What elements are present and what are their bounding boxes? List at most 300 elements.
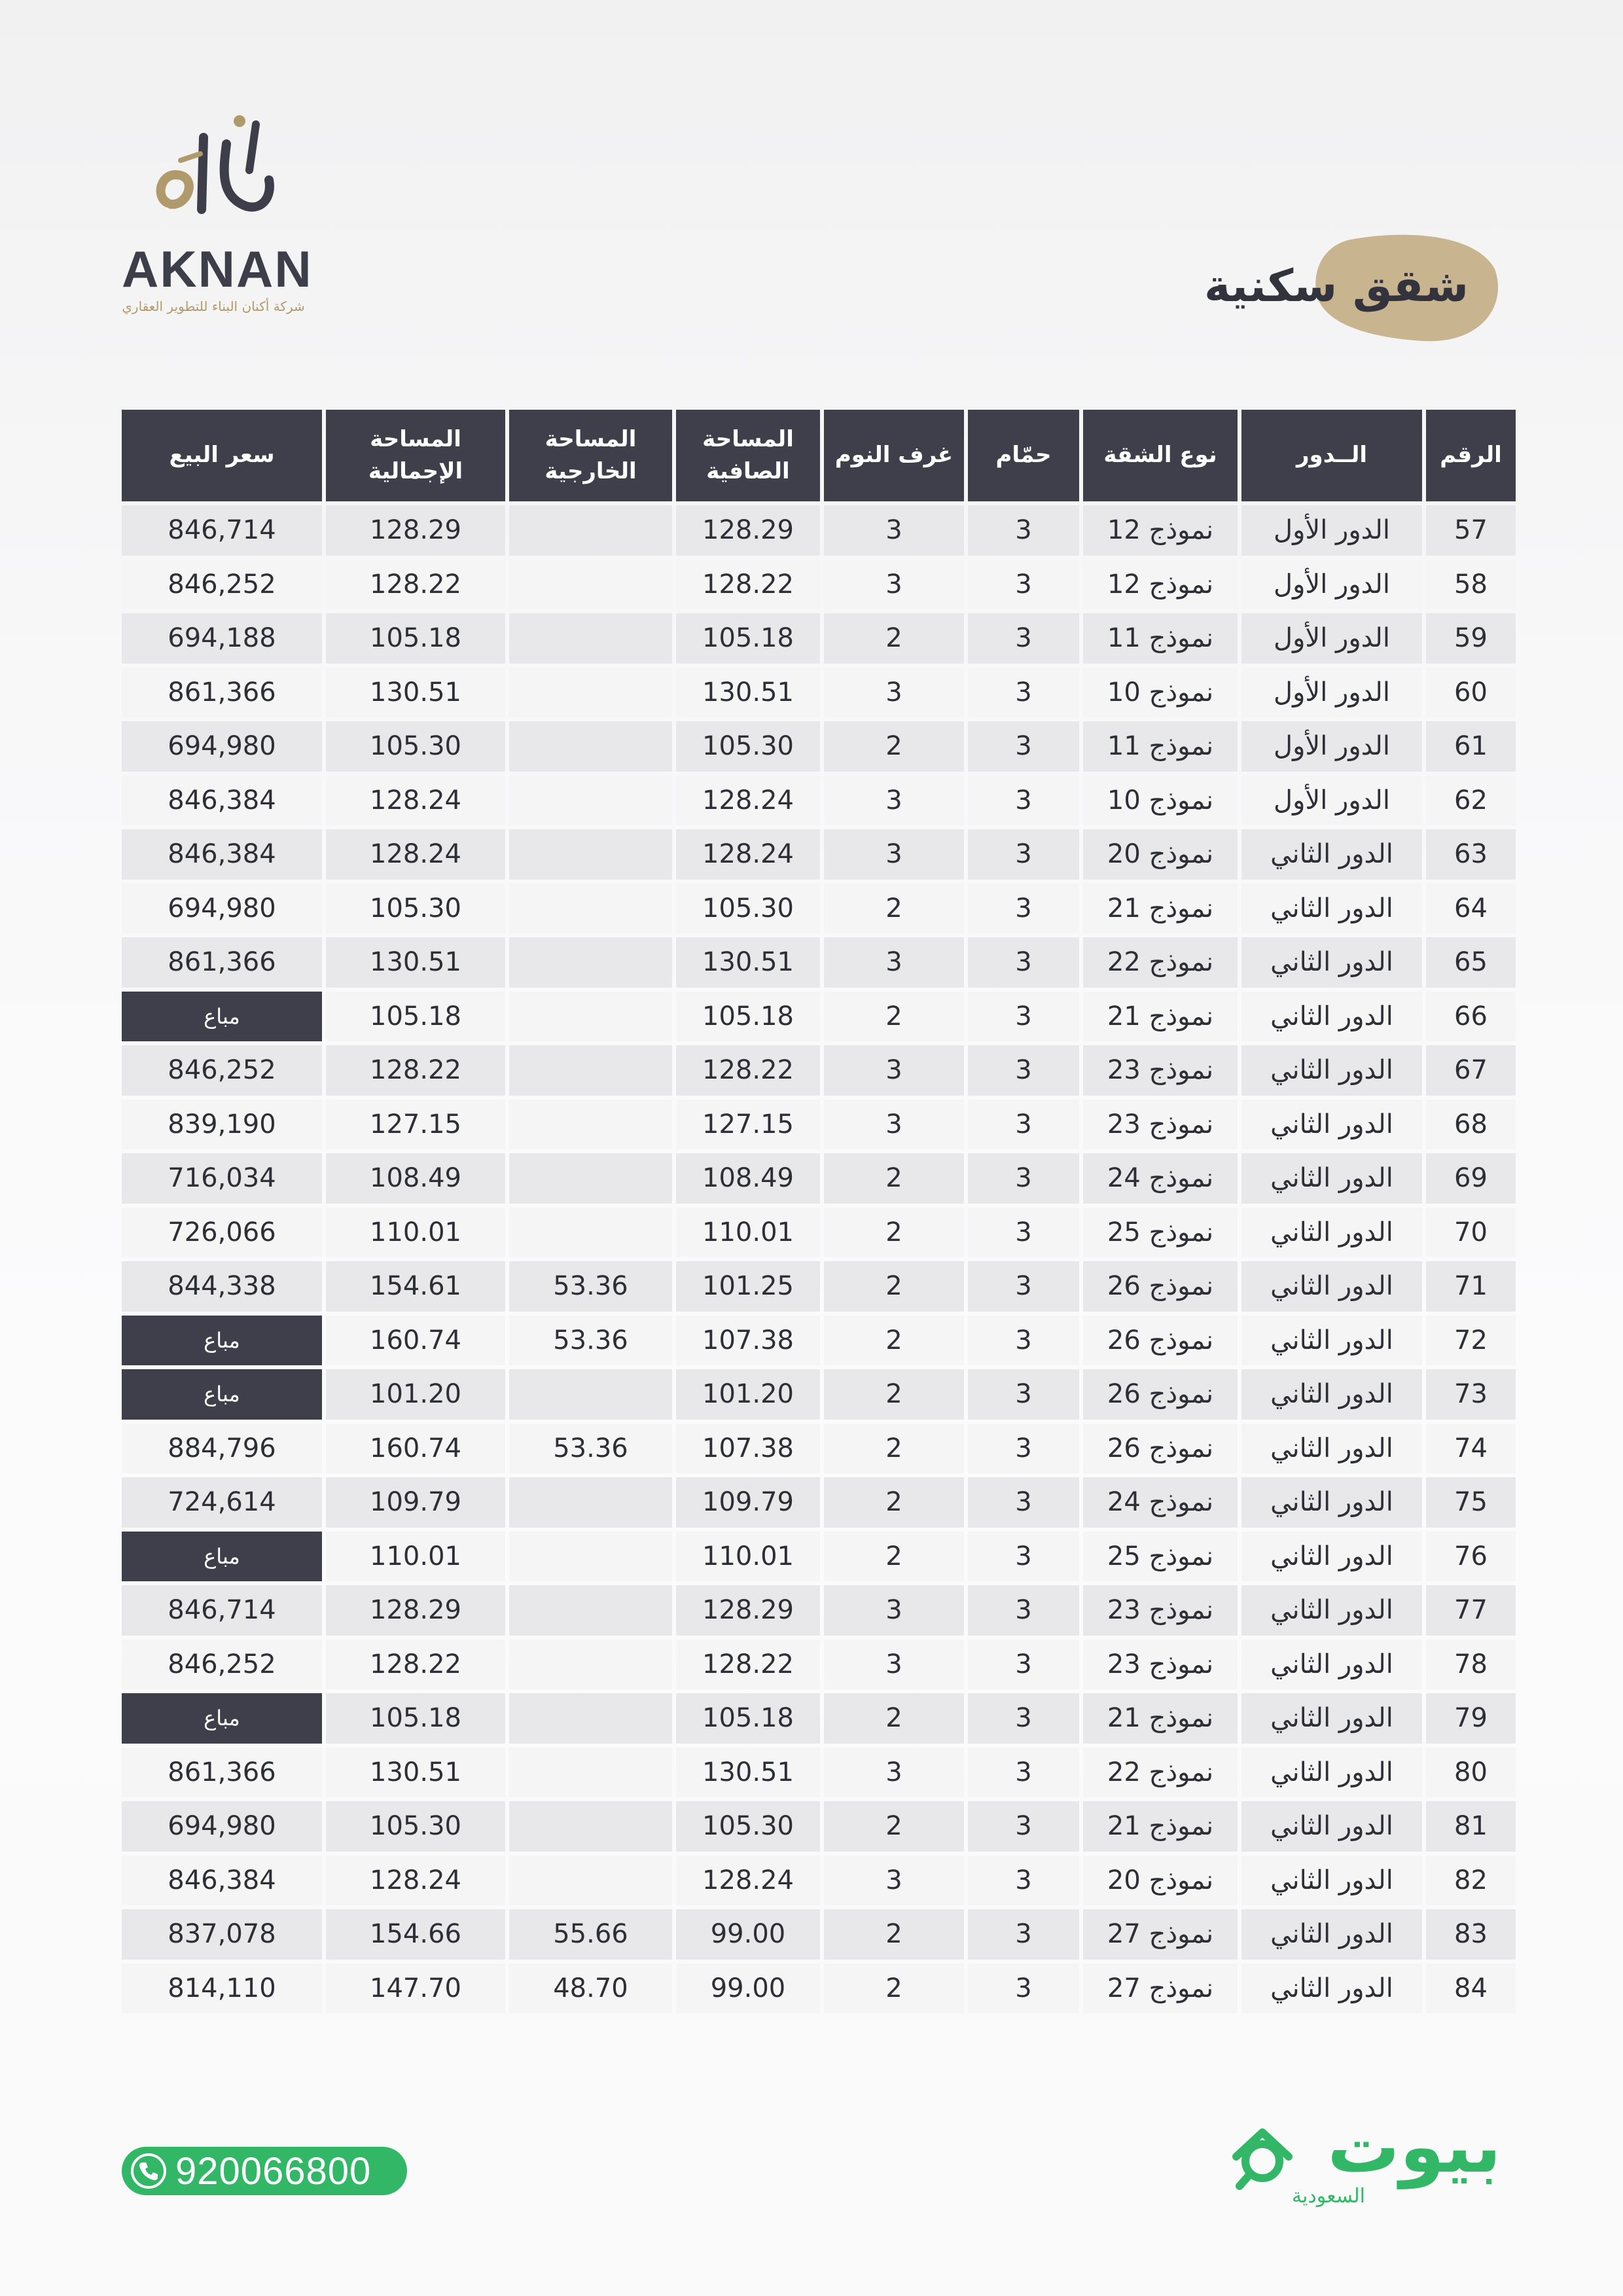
cell-floor: الدور الثاني bbox=[1241, 1045, 1422, 1096]
table-row bbox=[122, 1045, 1516, 1096]
header-net-area: المساحة الصافية bbox=[676, 410, 820, 501]
cell-bedrooms: 3 bbox=[824, 1748, 964, 1798]
cell-floor: الدور الثاني bbox=[1241, 992, 1422, 1042]
cell-bedrooms: 3 bbox=[824, 1045, 964, 1096]
cell-net-area: 109.79 bbox=[676, 1477, 820, 1528]
cell-bedrooms: 3 bbox=[824, 668, 964, 718]
cell-floor: الدور الثاني bbox=[1241, 1261, 1422, 1312]
cell-outdoor-area bbox=[509, 1153, 672, 1204]
cell-net-area: 127.15 bbox=[676, 1100, 820, 1150]
table-row bbox=[122, 613, 1516, 664]
table-header-row bbox=[122, 410, 1516, 501]
cell-unit-type: نموذج 21 bbox=[1083, 1801, 1238, 1852]
cell-sale-price: 846,252 bbox=[122, 1045, 322, 1096]
cell-number: 83 bbox=[1426, 1909, 1516, 1960]
cell-outdoor-area bbox=[509, 613, 672, 664]
cell-bathrooms: 3 bbox=[968, 505, 1079, 556]
cell-bathrooms: 3 bbox=[968, 1856, 1079, 1906]
cell-unit-type: نموذج 22 bbox=[1083, 1748, 1238, 1798]
cell-bathrooms: 3 bbox=[968, 1801, 1079, 1852]
cell-net-area: 130.51 bbox=[676, 937, 820, 988]
cell-total-area: 108.49 bbox=[326, 1153, 505, 1204]
cell-bathrooms: 3 bbox=[968, 829, 1079, 880]
cell-total-area: 130.51 bbox=[326, 668, 505, 718]
cell-unit-type: نموذج 10 bbox=[1083, 776, 1238, 826]
cell-bathrooms: 3 bbox=[968, 613, 1079, 664]
buyut-brand-logo bbox=[1226, 2105, 1501, 2212]
cell-bathrooms: 3 bbox=[968, 884, 1079, 934]
sold-badge: مباع bbox=[122, 1369, 322, 1420]
cell-number: 65 bbox=[1426, 937, 1516, 988]
cell-number: 60 bbox=[1426, 668, 1516, 718]
cell-total-area: 160.74 bbox=[326, 1424, 505, 1474]
cell-number: 71 bbox=[1426, 1261, 1516, 1312]
cell-bedrooms: 2 bbox=[824, 1208, 964, 1258]
cell-bedrooms: 2 bbox=[824, 884, 964, 934]
header-bathrooms: حمّام bbox=[968, 410, 1079, 501]
cell-bedrooms: 3 bbox=[824, 776, 964, 826]
cell-bathrooms: 3 bbox=[968, 1369, 1079, 1420]
cell-number: 66 bbox=[1426, 992, 1516, 1042]
cell-number: 82 bbox=[1426, 1856, 1516, 1906]
cell-outdoor-area bbox=[509, 1585, 672, 1636]
cell-sale-price: 846,714 bbox=[122, 505, 322, 556]
cell-number: 75 bbox=[1426, 1477, 1516, 1528]
table-row bbox=[122, 884, 1516, 934]
cell-sale-price: 694,980 bbox=[122, 721, 322, 772]
table-row bbox=[122, 1369, 1516, 1420]
cell-unit-type: نموذج 27 bbox=[1083, 1964, 1238, 2014]
cell-outdoor-area bbox=[509, 1045, 672, 1096]
cell-number: 72 bbox=[1426, 1316, 1516, 1366]
cell-total-area: 128.22 bbox=[326, 1045, 505, 1096]
table-row bbox=[122, 992, 1516, 1042]
cell-unit-type: نموذج 22 bbox=[1083, 937, 1238, 988]
table-row bbox=[122, 1477, 1516, 1528]
cell-unit-type: نموذج 24 bbox=[1083, 1153, 1238, 1204]
cell-outdoor-area bbox=[509, 1532, 672, 1582]
cell-bedrooms: 2 bbox=[824, 1693, 964, 1744]
table-row bbox=[122, 829, 1516, 880]
cell-total-area: 101.20 bbox=[326, 1369, 505, 1420]
cell-number: 73 bbox=[1426, 1369, 1516, 1420]
cell-sale-price: 846,384 bbox=[122, 1856, 322, 1906]
company-logo bbox=[122, 98, 318, 321]
cell-bedrooms: 2 bbox=[824, 1532, 964, 1582]
cell-bathrooms: 3 bbox=[968, 1477, 1079, 1528]
cell-floor: الدور الثاني bbox=[1241, 829, 1422, 880]
cell-outdoor-area bbox=[509, 1640, 672, 1690]
cell-outdoor-area bbox=[509, 668, 672, 718]
cell-floor: الدور الثاني bbox=[1241, 1856, 1422, 1906]
cell-unit-type: نموذج 11 bbox=[1083, 613, 1238, 664]
cell-bedrooms: 3 bbox=[824, 505, 964, 556]
cell-number: 62 bbox=[1426, 776, 1516, 826]
cell-net-area: 99.00 bbox=[676, 1964, 820, 2014]
cell-number: 58 bbox=[1426, 560, 1516, 610]
table-row bbox=[122, 1585, 1516, 1636]
cell-outdoor-area: 53.36 bbox=[509, 1424, 672, 1474]
cell-floor: الدور الأول bbox=[1241, 721, 1422, 772]
cell-outdoor-area bbox=[509, 1100, 672, 1150]
brand-name: بيوت bbox=[1327, 2105, 1501, 2189]
cell-unit-type: نموذج 23 bbox=[1083, 1640, 1238, 1690]
cell-bedrooms: 3 bbox=[824, 1100, 964, 1150]
cell-net-area: 128.24 bbox=[676, 1856, 820, 1906]
cell-unit-type: نموذج 11 bbox=[1083, 721, 1238, 772]
cell-floor: الدور الثاني bbox=[1241, 1748, 1422, 1798]
cell-unit-type: نموذج 26 bbox=[1083, 1424, 1238, 1474]
units-table bbox=[118, 406, 1520, 2017]
cell-floor: الدور الثاني bbox=[1241, 1640, 1422, 1690]
cell-total-area: 128.29 bbox=[326, 505, 505, 556]
cell-net-area: 130.51 bbox=[676, 668, 820, 718]
table-row bbox=[122, 1532, 1516, 1582]
cell-number: 64 bbox=[1426, 884, 1516, 934]
cell-net-area: 128.24 bbox=[676, 829, 820, 880]
cell-total-area: 110.01 bbox=[326, 1208, 505, 1258]
table-row bbox=[122, 505, 1516, 556]
cell-total-area: 105.18 bbox=[326, 992, 505, 1042]
cell-bathrooms: 3 bbox=[968, 1261, 1079, 1312]
cell-unit-type: نموذج 23 bbox=[1083, 1045, 1238, 1096]
cell-outdoor-area bbox=[509, 560, 672, 610]
cell-bedrooms: 3 bbox=[824, 1856, 964, 1906]
cell-floor: الدور الثاني bbox=[1241, 1477, 1422, 1528]
table-row bbox=[122, 1856, 1516, 1906]
cell-unit-type: نموذج 26 bbox=[1083, 1316, 1238, 1366]
cell-bedrooms: 3 bbox=[824, 1640, 964, 1690]
cell-net-area: 128.22 bbox=[676, 1640, 820, 1690]
cell-sale-price: 861,366 bbox=[122, 668, 322, 718]
table-row bbox=[122, 560, 1516, 610]
logo-latin-text: AKNAN bbox=[122, 240, 313, 298]
cell-unit-type: نموذج 26 bbox=[1083, 1261, 1238, 1312]
cell-bedrooms: 2 bbox=[824, 1964, 964, 2014]
table-row bbox=[122, 937, 1516, 988]
cell-net-area: 128.22 bbox=[676, 1045, 820, 1096]
cell-bedrooms: 3 bbox=[824, 829, 964, 880]
cell-floor: الدور الثاني bbox=[1241, 1532, 1422, 1582]
cell-bedrooms: 2 bbox=[824, 1909, 964, 1960]
cell-sale-price: 724,614 bbox=[122, 1477, 322, 1528]
cell-bedrooms: 2 bbox=[824, 992, 964, 1042]
header-number: الرقم bbox=[1426, 410, 1516, 501]
cell-floor: الدور الثاني bbox=[1241, 1801, 1422, 1852]
cell-net-area: 128.24 bbox=[676, 776, 820, 826]
cell-sale-price: 839,190 bbox=[122, 1100, 322, 1150]
cell-net-area: 107.38 bbox=[676, 1316, 820, 1366]
cell-sale-price: 846,252 bbox=[122, 1640, 322, 1690]
cell-floor: الدور الأول bbox=[1241, 776, 1422, 826]
cell-unit-type: نموذج 23 bbox=[1083, 1100, 1238, 1150]
cell-net-area: 110.01 bbox=[676, 1532, 820, 1582]
cell-sale-price: 694,188 bbox=[122, 613, 322, 664]
cell-net-area: 105.18 bbox=[676, 613, 820, 664]
table-row bbox=[122, 1261, 1516, 1312]
cell-bathrooms: 3 bbox=[968, 1208, 1079, 1258]
cell-bedrooms: 3 bbox=[824, 1585, 964, 1636]
cell-net-area: 105.30 bbox=[676, 721, 820, 772]
cell-unit-type: نموذج 12 bbox=[1083, 505, 1238, 556]
cell-bathrooms: 3 bbox=[968, 1532, 1079, 1582]
cell-number: 78 bbox=[1426, 1640, 1516, 1690]
cell-floor: الدور الثاني bbox=[1241, 1316, 1422, 1366]
cell-net-area: 101.20 bbox=[676, 1369, 820, 1420]
cell-floor: الدور الثاني bbox=[1241, 1153, 1422, 1204]
table-row bbox=[122, 1208, 1516, 1258]
cell-sale-price: 846,252 bbox=[122, 560, 322, 610]
cell-total-area: 105.30 bbox=[326, 1801, 505, 1852]
logo-subtitle: شركة أكنان البناء للتطوير العقاري bbox=[122, 298, 305, 314]
table-row bbox=[122, 1801, 1516, 1852]
table-row bbox=[122, 1424, 1516, 1474]
house-icon bbox=[1226, 2121, 1298, 2193]
cell-total-area: 160.74 bbox=[326, 1316, 505, 1366]
cell-sale-price: 846,384 bbox=[122, 776, 322, 826]
table-row bbox=[122, 1909, 1516, 1960]
cell-bathrooms: 3 bbox=[968, 937, 1079, 988]
cell-unit-type: نموذج 25 bbox=[1083, 1208, 1238, 1258]
cell-bathrooms: 3 bbox=[968, 1585, 1079, 1636]
cell-net-area: 99.00 bbox=[676, 1909, 820, 1960]
cell-outdoor-area bbox=[509, 721, 672, 772]
header-outdoor-area: المساحة الخارجية bbox=[509, 410, 672, 501]
cell-sale-price: 726,066 bbox=[122, 1208, 322, 1258]
cell-sale-price: 694,980 bbox=[122, 884, 322, 934]
cell-net-area: 110.01 bbox=[676, 1208, 820, 1258]
cell-floor: الدور الثاني bbox=[1241, 1909, 1422, 1960]
cell-net-area: 128.29 bbox=[676, 505, 820, 556]
cell-unit-type: نموذج 20 bbox=[1083, 829, 1238, 880]
cell-floor: الدور الأول bbox=[1241, 560, 1422, 610]
units-table-body bbox=[122, 505, 1516, 2013]
cell-floor: الدور الثاني bbox=[1241, 1585, 1422, 1636]
cell-total-area: 128.29 bbox=[326, 1585, 505, 1636]
cell-bedrooms: 2 bbox=[824, 1424, 964, 1474]
header-bedrooms: غرف النوم bbox=[824, 410, 964, 501]
cell-floor: الدور الثاني bbox=[1241, 1369, 1422, 1420]
cell-bathrooms: 3 bbox=[968, 1909, 1079, 1960]
table-row bbox=[122, 1100, 1516, 1150]
cell-bathrooms: 3 bbox=[968, 992, 1079, 1042]
cell-bathrooms: 3 bbox=[968, 1153, 1079, 1204]
cell-sale-price: 837,078 bbox=[122, 1909, 322, 1960]
cell-total-area: 128.24 bbox=[326, 776, 505, 826]
cell-outdoor-area bbox=[509, 1369, 672, 1420]
cell-outdoor-area bbox=[509, 1693, 672, 1744]
cell-total-area: 105.30 bbox=[326, 884, 505, 934]
cell-total-area: 128.22 bbox=[326, 560, 505, 610]
cell-bathrooms: 3 bbox=[968, 668, 1079, 718]
cell-floor: الدور الثاني bbox=[1241, 1964, 1422, 2014]
cell-bathrooms: 3 bbox=[968, 1748, 1079, 1798]
cell-sale-price: 716,034 bbox=[122, 1153, 322, 1204]
cell-number: 74 bbox=[1426, 1424, 1516, 1474]
cell-floor: الدور الثاني bbox=[1241, 1693, 1422, 1744]
table-row bbox=[122, 1640, 1516, 1690]
cell-number: 63 bbox=[1426, 829, 1516, 880]
cell-unit-type: نموذج 27 bbox=[1083, 1909, 1238, 1960]
sold-badge: مباع bbox=[122, 1693, 322, 1744]
cell-net-area: 105.30 bbox=[676, 884, 820, 934]
cell-outdoor-area bbox=[509, 1208, 672, 1258]
cell-net-area: 130.51 bbox=[676, 1748, 820, 1798]
phone-contact-pill[interactable] bbox=[122, 2147, 407, 2195]
cell-sale-price: 861,366 bbox=[122, 937, 322, 988]
cell-bathrooms: 3 bbox=[968, 560, 1079, 610]
table-row bbox=[122, 721, 1516, 772]
cell-net-area: 105.18 bbox=[676, 1693, 820, 1744]
cell-floor: الدور الثاني bbox=[1241, 1208, 1422, 1258]
table-row bbox=[122, 1693, 1516, 1744]
section-title bbox=[1204, 233, 1501, 344]
cell-number: 77 bbox=[1426, 1585, 1516, 1636]
cell-outdoor-area bbox=[509, 1801, 672, 1852]
cell-bedrooms: 3 bbox=[824, 560, 964, 610]
aknan-calligraphy-logo bbox=[141, 98, 285, 242]
table-row bbox=[122, 776, 1516, 826]
phone-icon bbox=[130, 2152, 168, 2190]
cell-total-area: 105.30 bbox=[326, 721, 505, 772]
header-sale-price: سعر البيع bbox=[122, 410, 322, 501]
cell-unit-type: نموذج 24 bbox=[1083, 1477, 1238, 1528]
cell-floor: الدور الأول bbox=[1241, 505, 1422, 556]
brand-subtitle: السعودية bbox=[1292, 2185, 1366, 2208]
cell-total-area: 127.15 bbox=[326, 1100, 505, 1150]
cell-floor: الدور الثاني bbox=[1241, 937, 1422, 988]
cell-outdoor-area bbox=[509, 884, 672, 934]
cell-net-area: 128.29 bbox=[676, 1585, 820, 1636]
cell-outdoor-area bbox=[509, 776, 672, 826]
cell-bathrooms: 3 bbox=[968, 776, 1079, 826]
cell-bathrooms: 3 bbox=[968, 721, 1079, 772]
cell-unit-type: نموذج 10 bbox=[1083, 668, 1238, 718]
cell-outdoor-area: 53.36 bbox=[509, 1316, 672, 1366]
cell-bathrooms: 3 bbox=[968, 1424, 1079, 1474]
cell-unit-type: نموذج 25 bbox=[1083, 1532, 1238, 1582]
header-floor: الــدور bbox=[1241, 410, 1422, 501]
cell-unit-type: نموذج 21 bbox=[1083, 884, 1238, 934]
cell-net-area: 105.30 bbox=[676, 1801, 820, 1852]
cell-outdoor-area bbox=[509, 505, 672, 556]
cell-number: 69 bbox=[1426, 1153, 1516, 1204]
cell-total-area: 128.24 bbox=[326, 1856, 505, 1906]
cell-net-area: 128.22 bbox=[676, 560, 820, 610]
cell-number: 59 bbox=[1426, 613, 1516, 664]
cell-outdoor-area: 53.36 bbox=[509, 1261, 672, 1312]
cell-total-area: 110.01 bbox=[326, 1532, 505, 1582]
cell-unit-type: نموذج 12 bbox=[1083, 560, 1238, 610]
cell-total-area: 130.51 bbox=[326, 937, 505, 988]
cell-outdoor-area: 48.70 bbox=[509, 1964, 672, 2014]
sold-badge: مباع bbox=[122, 992, 322, 1042]
cell-outdoor-area bbox=[509, 1856, 672, 1906]
cell-number: 57 bbox=[1426, 505, 1516, 556]
cell-sale-price: 846,384 bbox=[122, 829, 322, 880]
cell-bathrooms: 3 bbox=[968, 1964, 1079, 2014]
cell-bathrooms: 3 bbox=[968, 1100, 1079, 1150]
cell-bedrooms: 2 bbox=[824, 721, 964, 772]
cell-floor: الدور الثاني bbox=[1241, 884, 1422, 934]
cell-number: 67 bbox=[1426, 1045, 1516, 1096]
cell-number: 70 bbox=[1426, 1208, 1516, 1258]
table-row bbox=[122, 668, 1516, 718]
cell-number: 61 bbox=[1426, 721, 1516, 772]
cell-bathrooms: 3 bbox=[968, 1693, 1079, 1744]
cell-unit-type: نموذج 23 bbox=[1083, 1585, 1238, 1636]
cell-total-area: 147.70 bbox=[326, 1964, 505, 2014]
cell-net-area: 101.25 bbox=[676, 1261, 820, 1312]
cell-total-area: 128.24 bbox=[326, 829, 505, 880]
cell-sale-price: 844,338 bbox=[122, 1261, 322, 1312]
cell-net-area: 107.38 bbox=[676, 1424, 820, 1474]
cell-net-area: 108.49 bbox=[676, 1153, 820, 1204]
table-row bbox=[122, 1153, 1516, 1204]
cell-bathrooms: 3 bbox=[968, 1316, 1079, 1366]
cell-outdoor-area bbox=[509, 992, 672, 1042]
table-row bbox=[122, 1316, 1516, 1366]
cell-total-area: 128.22 bbox=[326, 1640, 505, 1690]
cell-unit-type: نموذج 26 bbox=[1083, 1369, 1238, 1420]
cell-floor: الدور الثاني bbox=[1241, 1424, 1422, 1474]
cell-outdoor-area bbox=[509, 1748, 672, 1798]
cell-bathrooms: 3 bbox=[968, 1045, 1079, 1096]
cell-sale-price: 814,110 bbox=[122, 1964, 322, 2014]
page-title: شقق سكنية bbox=[1204, 260, 1469, 312]
cell-total-area: 130.51 bbox=[326, 1748, 505, 1798]
cell-unit-type: نموذج 21 bbox=[1083, 1693, 1238, 1744]
cell-number: 79 bbox=[1426, 1693, 1516, 1744]
phone-number: 920066800 bbox=[175, 2149, 372, 2193]
table-row bbox=[122, 1964, 1516, 2014]
cell-sale-price: 694,980 bbox=[122, 1801, 322, 1852]
cell-total-area: 154.61 bbox=[326, 1261, 505, 1312]
cell-bedrooms: 3 bbox=[824, 937, 964, 988]
cell-bedrooms: 2 bbox=[824, 1369, 964, 1420]
cell-total-area: 109.79 bbox=[326, 1477, 505, 1528]
cell-bathrooms: 3 bbox=[968, 1640, 1079, 1690]
cell-net-area: 105.18 bbox=[676, 992, 820, 1042]
cell-unit-type: نموذج 21 bbox=[1083, 992, 1238, 1042]
cell-floor: الدور الأول bbox=[1241, 613, 1422, 664]
cell-bedrooms: 2 bbox=[824, 1153, 964, 1204]
header-total-area: المساحة الإجمالية bbox=[326, 410, 505, 501]
cell-sale-price: 846,714 bbox=[122, 1585, 322, 1636]
cell-number: 80 bbox=[1426, 1748, 1516, 1798]
cell-floor: الدور الأول bbox=[1241, 668, 1422, 718]
cell-number: 84 bbox=[1426, 1964, 1516, 2014]
table-row bbox=[122, 1748, 1516, 1798]
cell-bedrooms: 2 bbox=[824, 1261, 964, 1312]
cell-total-area: 154.66 bbox=[326, 1909, 505, 1960]
cell-bedrooms: 2 bbox=[824, 1801, 964, 1852]
cell-sale-price: 884,796 bbox=[122, 1424, 322, 1474]
cell-number: 81 bbox=[1426, 1801, 1516, 1852]
cell-number: 68 bbox=[1426, 1100, 1516, 1150]
cell-unit-type: نموذج 20 bbox=[1083, 1856, 1238, 1906]
cell-bedrooms: 2 bbox=[824, 613, 964, 664]
cell-floor: الدور الثاني bbox=[1241, 1100, 1422, 1150]
cell-sale-price: 861,366 bbox=[122, 1748, 322, 1798]
sold-badge: مباع bbox=[122, 1532, 322, 1582]
cell-outdoor-area: 55.66 bbox=[509, 1909, 672, 1960]
cell-outdoor-area bbox=[509, 1477, 672, 1528]
cell-total-area: 105.18 bbox=[326, 613, 505, 664]
sold-badge: مباع bbox=[122, 1316, 322, 1366]
cell-number: 76 bbox=[1426, 1532, 1516, 1582]
cell-bedrooms: 2 bbox=[824, 1477, 964, 1528]
